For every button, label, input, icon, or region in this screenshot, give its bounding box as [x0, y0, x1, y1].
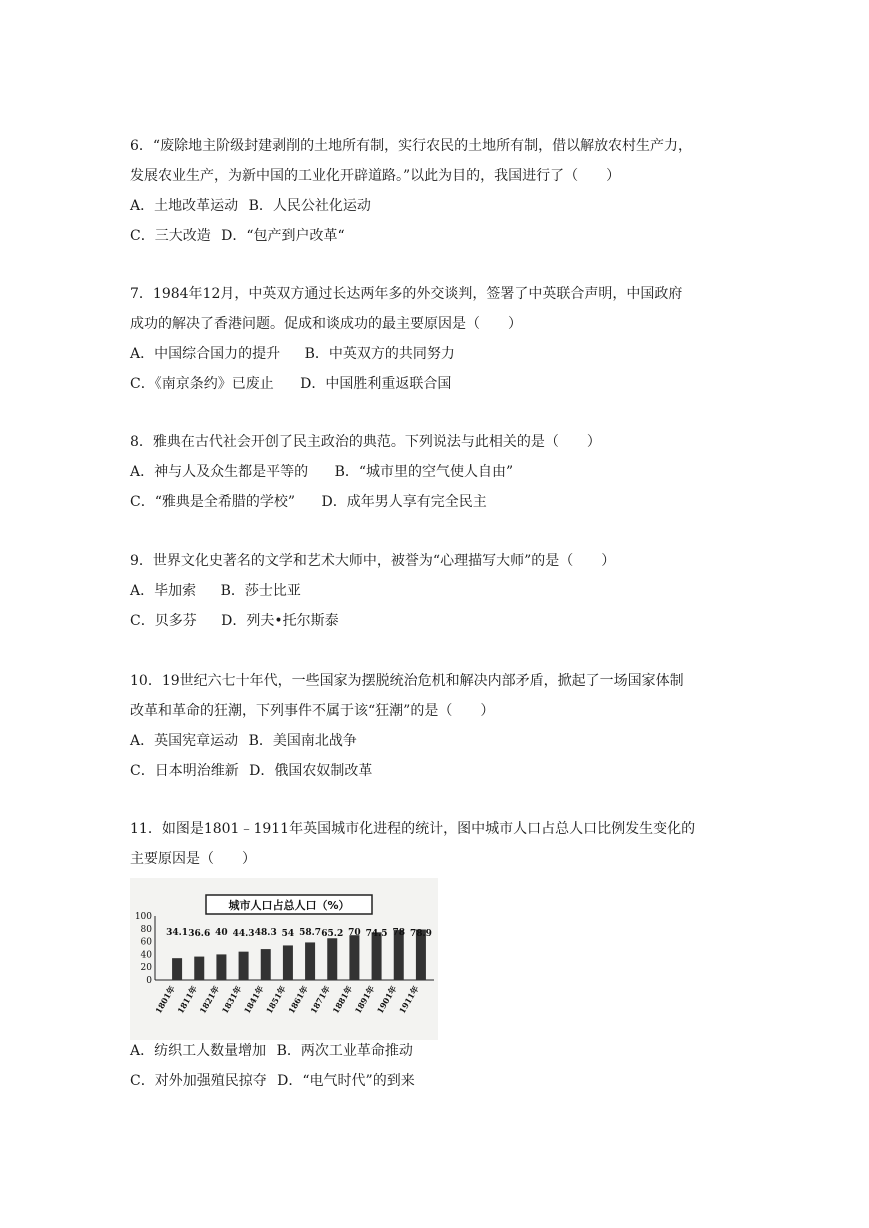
question-9-options-row-1	[130, 576, 750, 606]
bar	[349, 935, 359, 980]
option-a[interactable]: A．纺织工人数量增加	[130, 1043, 267, 1059]
question-10-line-1: 10．19世纪六七十年代，一些国家为摆脱统治危机和解决内部矛盾，掀起了一场国家体制	[130, 673, 684, 689]
question-11	[130, 814, 750, 874]
option-a[interactable]: A．英国宪章运动	[130, 733, 239, 749]
value-label: 48.3	[254, 928, 277, 938]
question-8-options-row-1	[130, 457, 750, 487]
option-c[interactable]: C．对外加强殖民掠夺	[130, 1073, 267, 1089]
x-tick-label: 1861年	[286, 984, 310, 1016]
question-11-line-1: 11．如图是1801﹣1911年英国城市化进程的统计，图中城市人口占总人口比例发生变化的	[130, 821, 696, 837]
option-c[interactable]: C．“雅典是全希腊的学校”	[130, 494, 296, 510]
value-label: 78	[392, 928, 406, 938]
option-a[interactable]: A．毕加索	[130, 583, 197, 599]
question-11-line-2: 主要原因是（ ）	[130, 851, 256, 867]
value-label: 44.3	[232, 929, 255, 939]
x-tick-label: 1901年	[374, 984, 399, 1016]
question-8-line-1: 8．雅典在古代社会开创了民主政治的典范。下列说法与此相关的是（ ）	[130, 434, 601, 450]
option-b[interactable]: B．两次工业革命推动	[276, 1043, 413, 1059]
x-tick-labels	[153, 984, 421, 1015]
x-tick-label: 1891年	[352, 984, 377, 1016]
bar	[239, 952, 249, 980]
y-tick-labels	[135, 912, 152, 986]
y-tick-label: 20	[140, 963, 152, 974]
bar	[216, 954, 226, 980]
bar	[305, 942, 315, 980]
question-9-line-1: 9．世界文化史著名的文学和艺术大师中，被誉为“心理描写大师”的是（ ）	[130, 553, 616, 569]
x-tick-label: 1811年	[175, 984, 199, 1016]
bar	[261, 949, 271, 980]
y-tick-label: 40	[140, 950, 152, 961]
option-d[interactable]: D．成年男人享有完全民主	[321, 494, 487, 510]
urbanization-chart	[130, 878, 438, 1040]
x-tick-label: 1801年	[153, 984, 177, 1016]
question-11-options-row-1	[130, 1036, 750, 1066]
option-c[interactable]: C．《南京条约》已废止	[130, 376, 274, 392]
option-b[interactable]: B．莎士比亚	[220, 583, 301, 599]
bar	[327, 938, 337, 980]
question-6-line-1: 6．“废除地主阶级封建剥削的土地所有制，实行农民的土地所有制，借以解放农村生产力，	[130, 138, 693, 154]
question-6-options-row-1	[130, 191, 750, 221]
question-7-line-2: 成功的解决了香港问题。促成和谈成功的最主要原因是（ ）	[130, 316, 522, 332]
chart-title: 城市人口占总人口（%）	[228, 899, 350, 912]
question-11-options	[130, 1036, 750, 1096]
option-b[interactable]: B．“城市里的空气使人自由”	[334, 464, 514, 480]
value-label: 36.6	[188, 929, 211, 939]
option-b[interactable]: B．人民公社化运动	[248, 198, 371, 214]
option-d[interactable]: D．中国胜利重返联合国	[300, 376, 452, 392]
question-10-options-row-2	[130, 756, 750, 786]
bar	[372, 932, 382, 980]
x-tick-label: 1881年	[330, 984, 355, 1016]
x-tick-label: 1851年	[263, 984, 288, 1016]
question-7-line-1: 7．1984年12月，中英双方通过长达两年多的外交谈判，签署了中英联合声明，中国政府	[130, 286, 683, 302]
question-6	[130, 131, 750, 251]
bar	[283, 945, 293, 980]
bar	[194, 957, 204, 980]
option-c[interactable]: C．贝多芬	[130, 613, 197, 629]
question-10-line-2: 改革和革命的狂潮，下列事件不属于该“狂潮”的是（ ）	[130, 703, 495, 719]
option-d[interactable]: D．列夫•托尔斯泰	[221, 613, 339, 629]
value-label: 58.7	[299, 928, 322, 938]
option-c[interactable]: C．日本明治维新	[130, 763, 239, 779]
option-b[interactable]: B．中英双方的共同努力	[304, 346, 455, 362]
value-label: 70	[348, 928, 361, 938]
option-d[interactable]: D．“电气时代”的到来	[277, 1073, 415, 1089]
y-tick-label: 0	[146, 976, 152, 986]
x-tick-label: 1841年	[241, 984, 266, 1016]
value-label: 40	[215, 928, 228, 938]
question-7-options-row-2	[130, 369, 750, 399]
value-label: 78.9	[409, 929, 432, 939]
option-c[interactable]: C．三大改造	[130, 228, 211, 244]
x-tick-label: 1821年	[197, 984, 222, 1016]
question-6-options-row-2	[130, 221, 750, 251]
y-tick-label: 60	[140, 937, 152, 948]
question-8-options-row-2	[130, 487, 750, 517]
option-a[interactable]: A．土地改革运动	[130, 198, 239, 214]
x-tick-label: 1911年	[396, 984, 421, 1016]
option-a[interactable]: A．神与人及众生都是平等的	[130, 464, 309, 480]
y-tick-label: 100	[134, 912, 152, 922]
x-tick-label: 1831年	[219, 984, 244, 1016]
question-7	[130, 279, 750, 399]
x-tick-label: 1871年	[308, 984, 332, 1016]
y-tick-label: 80	[140, 924, 152, 935]
option-b[interactable]: B．美国南北战争	[248, 733, 357, 749]
value-label: 54	[281, 929, 295, 939]
value-label: 65.2	[321, 929, 344, 939]
value-label: 34.1	[166, 928, 189, 938]
value-labels	[166, 928, 432, 939]
urbanization-chart-svg	[130, 878, 438, 1040]
bar	[172, 958, 182, 980]
option-d[interactable]: D．“包产到户改革“	[221, 228, 345, 244]
question-10	[130, 666, 750, 786]
option-d[interactable]: D．俄国农奴制改革	[249, 763, 373, 779]
question-7-options-row-1	[130, 339, 750, 369]
question-9	[130, 546, 750, 636]
option-a[interactable]: A．中国综合国力的提升	[130, 346, 281, 362]
question-8	[130, 427, 750, 517]
question-6-line-2: 发展农业生产，为新中国的工业化开辟道路。”以此为目的，我国进行了（ ）	[130, 168, 621, 184]
question-10-options-row-1	[130, 726, 750, 756]
value-label: 74.5	[365, 929, 388, 939]
question-9-options-row-2	[130, 606, 750, 636]
question-11-options-row-2	[130, 1066, 750, 1096]
